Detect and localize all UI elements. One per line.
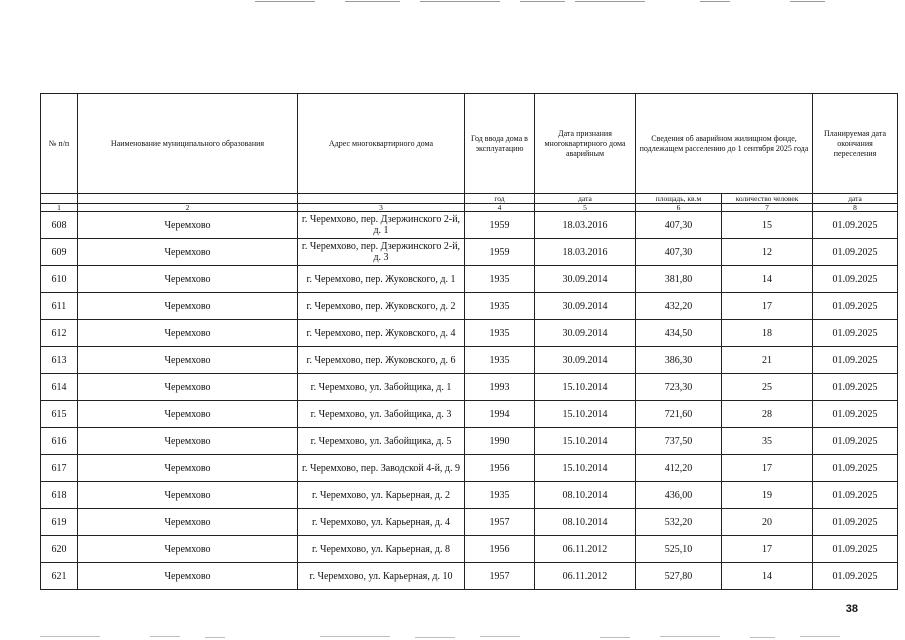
- subheader-empty: [41, 194, 78, 204]
- row-address: г. Черемхово, пер. Жуковского, д. 4: [298, 320, 465, 347]
- row-municipality: Черемхово: [78, 374, 298, 401]
- row-area: 737,50: [636, 428, 722, 455]
- subheader-empty: [298, 194, 465, 204]
- row-address: г. Черемхово, пер. Дзержинского 2-й, д. 3: [298, 239, 465, 266]
- row-address: г. Черемхово, ул. Забойщика, д. 3: [298, 401, 465, 428]
- row-municipality: Черемхово: [78, 563, 298, 590]
- row-date: 30.09.2014: [535, 320, 636, 347]
- header-planned-date: Планируемая дата окончания переселения: [813, 94, 898, 194]
- column-number: 7: [722, 204, 813, 212]
- row-people: 12: [722, 239, 813, 266]
- column-number: 2: [78, 204, 298, 212]
- table-row: [41, 374, 898, 401]
- row-year: 1957: [465, 509, 535, 536]
- row-people: 28: [722, 401, 813, 428]
- table-row: [41, 455, 898, 482]
- row-num: 615: [41, 401, 78, 428]
- row-municipality: Черемхово: [78, 266, 298, 293]
- row-num: 619: [41, 509, 78, 536]
- row-planned-date: 01.09.2025: [813, 266, 898, 293]
- row-people: 25: [722, 374, 813, 401]
- row-date: 15.10.2014: [535, 428, 636, 455]
- row-year: 1993: [465, 374, 535, 401]
- row-num: 612: [41, 320, 78, 347]
- subheader-people: количество человек: [722, 194, 813, 204]
- row-num: 613: [41, 347, 78, 374]
- row-planned-date: 01.09.2025: [813, 293, 898, 320]
- row-date: 15.10.2014: [535, 401, 636, 428]
- row-address: г. Черемхово, ул. Забойщика, д. 5: [298, 428, 465, 455]
- row-address: г. Черемхово, пер. Дзержинского 2-й, д. 1: [298, 212, 465, 239]
- table-row: [41, 563, 898, 590]
- row-date: 06.11.2012: [535, 536, 636, 563]
- table-row: [41, 536, 898, 563]
- row-year: 1994: [465, 401, 535, 428]
- row-date: 18.03.2016: [535, 239, 636, 266]
- row-year: 1956: [465, 536, 535, 563]
- table-row: [41, 428, 898, 455]
- row-num: 611: [41, 293, 78, 320]
- row-people: 20: [722, 509, 813, 536]
- row-num: 610: [41, 266, 78, 293]
- row-municipality: Черемхово: [78, 239, 298, 266]
- row-address: г. Черемхово, пер. Заводской 4-й, д. 9: [298, 455, 465, 482]
- row-num: 620: [41, 536, 78, 563]
- page-number: 38: [845, 603, 858, 615]
- table-row: [41, 320, 898, 347]
- row-planned-date: 01.09.2025: [813, 239, 898, 266]
- row-year: 1935: [465, 293, 535, 320]
- row-num: 617: [41, 455, 78, 482]
- scan-edge-bottom: [600, 637, 630, 638]
- row-address: г. Черемхово, пер. Жуковского, д. 6: [298, 347, 465, 374]
- scan-edge-top: [345, 1, 400, 2]
- row-area: 407,30: [636, 212, 722, 239]
- row-date: 30.09.2014: [535, 293, 636, 320]
- table-row: [41, 212, 898, 239]
- row-planned-date: 01.09.2025: [813, 374, 898, 401]
- row-area: 525,10: [636, 536, 722, 563]
- row-people: 17: [722, 455, 813, 482]
- row-address: г. Черемхово, пер. Жуковского, д. 1: [298, 266, 465, 293]
- row-area: 381,80: [636, 266, 722, 293]
- row-date: 08.10.2014: [535, 482, 636, 509]
- row-municipality: Черемхово: [78, 536, 298, 563]
- row-planned-date: 01.09.2025: [813, 428, 898, 455]
- row-area: 386,30: [636, 347, 722, 374]
- subheader-area: площадь, кв.м: [636, 194, 722, 204]
- row-area: 527,80: [636, 563, 722, 590]
- row-year: 1935: [465, 482, 535, 509]
- row-planned-date: 01.09.2025: [813, 455, 898, 482]
- row-people: 14: [722, 563, 813, 590]
- table-row: [41, 509, 898, 536]
- row-year: 1957: [465, 563, 535, 590]
- row-year: 1956: [465, 455, 535, 482]
- row-year: 1959: [465, 212, 535, 239]
- scan-edge-top: [790, 1, 825, 2]
- scan-edge-top: [420, 1, 500, 2]
- row-num: 609: [41, 239, 78, 266]
- subheader-empty: [78, 194, 298, 204]
- row-municipality: Черемхово: [78, 455, 298, 482]
- row-date: 30.09.2014: [535, 347, 636, 374]
- scan-edge-bottom: [660, 636, 720, 637]
- scan-edge-bottom: [415, 637, 455, 638]
- row-address: г. Черемхово, ул. Карьерная, д. 4: [298, 509, 465, 536]
- row-planned-date: 01.09.2025: [813, 563, 898, 590]
- header-recognition-date: Дата признания многоквартирного дома аварийным: [535, 94, 636, 194]
- table-row: [41, 401, 898, 428]
- row-people: 18: [722, 320, 813, 347]
- row-area: 532,20: [636, 509, 722, 536]
- scan-edge-top: [255, 1, 315, 2]
- row-year: 1935: [465, 320, 535, 347]
- row-area: 432,20: [636, 293, 722, 320]
- row-address: г. Черемхово, ул. Карьерная, д. 8: [298, 536, 465, 563]
- column-number: 5: [535, 204, 636, 212]
- row-area: 721,60: [636, 401, 722, 428]
- scan-edge-bottom: [750, 637, 775, 638]
- header-address: Адрес многоквартирного дома: [298, 94, 465, 194]
- row-planned-date: 01.09.2025: [813, 536, 898, 563]
- row-planned-date: 01.09.2025: [813, 509, 898, 536]
- row-area: 412,20: [636, 455, 722, 482]
- row-date: 15.10.2014: [535, 455, 636, 482]
- row-address: г. Черемхово, ул. Забойщика, д. 1: [298, 374, 465, 401]
- subheader-date: дата: [535, 194, 636, 204]
- column-number: 1: [41, 204, 78, 212]
- scan-edge-bottom: [40, 636, 100, 637]
- housing-relocation-table: [40, 93, 898, 590]
- row-date: 30.09.2014: [535, 266, 636, 293]
- subheader-date2: дата: [813, 194, 898, 204]
- scan-edge-bottom: [480, 636, 520, 637]
- row-planned-date: 01.09.2025: [813, 482, 898, 509]
- column-number: 6: [636, 204, 722, 212]
- row-num: 614: [41, 374, 78, 401]
- table-row: [41, 482, 898, 509]
- row-area: 434,50: [636, 320, 722, 347]
- row-year: 1990: [465, 428, 535, 455]
- row-planned-date: 01.09.2025: [813, 212, 898, 239]
- row-municipality: Черемхово: [78, 482, 298, 509]
- row-people: 17: [722, 536, 813, 563]
- scan-edge-top: [520, 1, 565, 2]
- row-planned-date: 01.09.2025: [813, 401, 898, 428]
- row-area: 407,30: [636, 239, 722, 266]
- row-municipality: Черемхово: [78, 428, 298, 455]
- row-municipality: Черемхово: [78, 293, 298, 320]
- scan-edge-bottom: [800, 636, 840, 637]
- row-date: 18.03.2016: [535, 212, 636, 239]
- row-municipality: Черемхово: [78, 212, 298, 239]
- row-address: г. Черемхово, пер. Жуковского, д. 2: [298, 293, 465, 320]
- row-area: 436,00: [636, 482, 722, 509]
- row-date: 15.10.2014: [535, 374, 636, 401]
- row-people: 14: [722, 266, 813, 293]
- row-people: 17: [722, 293, 813, 320]
- scan-edge-bottom: [205, 637, 225, 638]
- subheader-year: год: [465, 194, 535, 204]
- column-number: 8: [813, 204, 898, 212]
- scan-edge-top: [575, 1, 645, 2]
- row-municipality: Черемхово: [78, 401, 298, 428]
- row-address: г. Черемхово, ул. Карьерная, д. 10: [298, 563, 465, 590]
- row-num: 608: [41, 212, 78, 239]
- header-num: № п/п: [41, 94, 78, 194]
- row-municipality: Черемхово: [78, 509, 298, 536]
- table-row: [41, 266, 898, 293]
- row-municipality: Черемхово: [78, 320, 298, 347]
- row-planned-date: 01.09.2025: [813, 320, 898, 347]
- column-number: 3: [298, 204, 465, 212]
- scan-edge-bottom: [320, 636, 390, 637]
- row-year: 1935: [465, 266, 535, 293]
- column-number: 4: [465, 204, 535, 212]
- table-row: [41, 239, 898, 266]
- header-year-built: Год ввода дома в эксплуатацию: [465, 94, 535, 194]
- header-housing-info: Сведения об аварийном жилищном фонде, подлежащем расселению до 1 сентября 2025 года: [636, 94, 813, 194]
- scan-edge-bottom: [150, 636, 180, 637]
- row-year: 1959: [465, 239, 535, 266]
- table-row: [41, 293, 898, 320]
- row-people: 21: [722, 347, 813, 374]
- row-people: 15: [722, 212, 813, 239]
- row-address: г. Черемхово, ул. Карьерная, д. 2: [298, 482, 465, 509]
- row-num: 618: [41, 482, 78, 509]
- row-people: 35: [722, 428, 813, 455]
- row-people: 19: [722, 482, 813, 509]
- row-municipality: Черемхово: [78, 347, 298, 374]
- row-area: 723,30: [636, 374, 722, 401]
- row-date: 08.10.2014: [535, 509, 636, 536]
- row-year: 1935: [465, 347, 535, 374]
- table-row: [41, 347, 898, 374]
- row-planned-date: 01.09.2025: [813, 347, 898, 374]
- header-municipality: Наименование муниципального образования: [78, 94, 298, 194]
- row-date: 06.11.2012: [535, 563, 636, 590]
- scan-edge-top: [700, 1, 730, 2]
- row-num: 616: [41, 428, 78, 455]
- row-num: 621: [41, 563, 78, 590]
